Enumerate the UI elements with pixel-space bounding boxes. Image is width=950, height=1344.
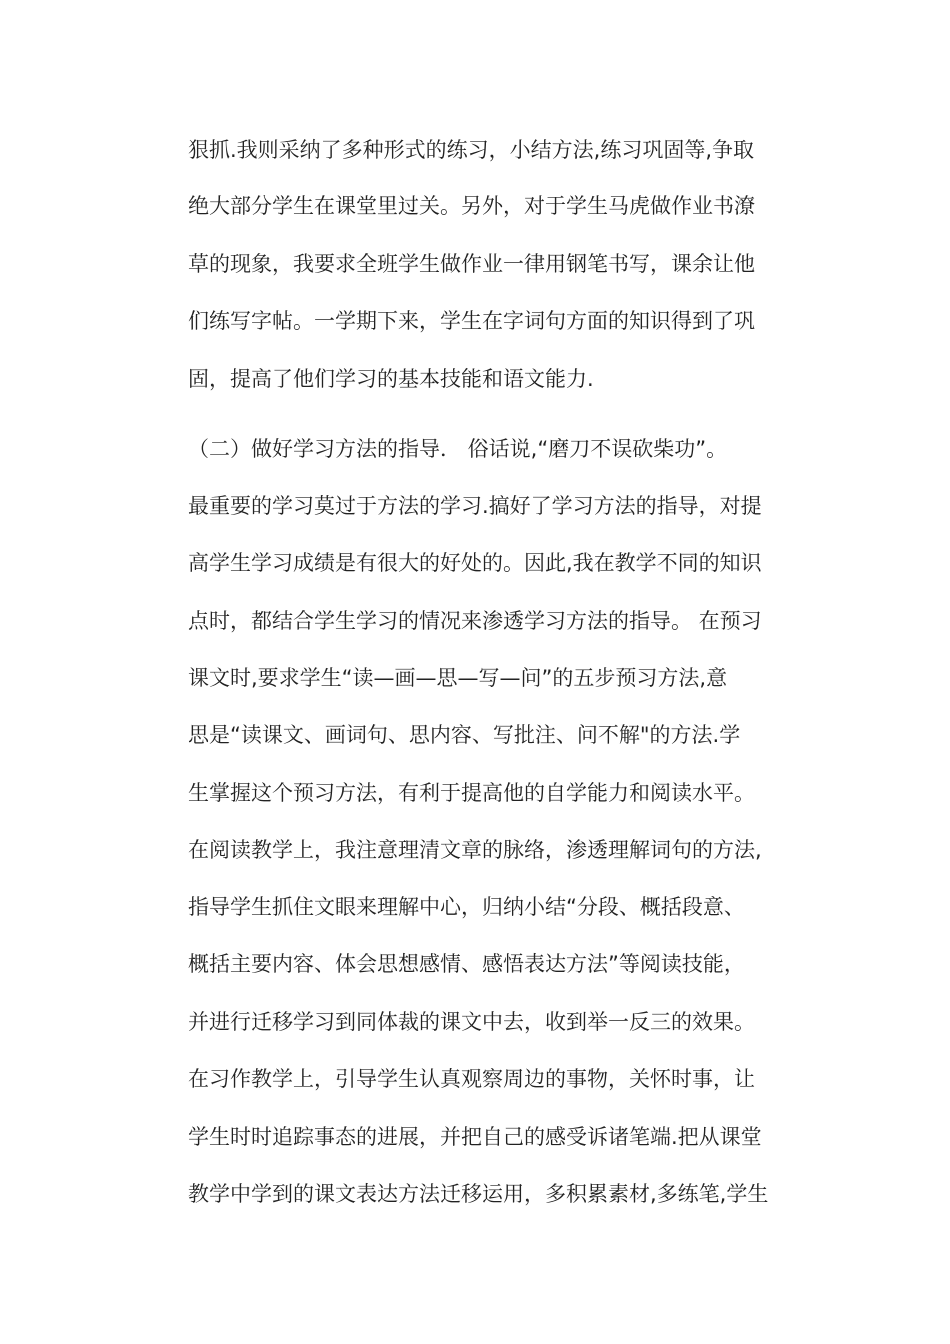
text-line: 狠抓.我则采纳了多种形式的练习，小结方法,练习巩固等,争取 (188, 138, 755, 162)
text-line: 教学中学到的课文表达方法迁移运用，多积累素材,多练笔,学生 (188, 1182, 769, 1206)
text-line: 生掌握这个预习方法，有利于提高他的自学能力和阅读水平。 (188, 781, 755, 805)
text-line: 草的现象，我要求全班学生做作业一律用钢笔书写，课余让他 (188, 252, 755, 276)
text-line: 课文时,要求学生“读—画—思—写—问”的五步预习方法,意 (188, 666, 728, 690)
text-line: 最重要的学习莫过于方法的学习.搞好了学习方法的指导，对提 (188, 494, 762, 518)
text-line: 们练写字帖。一学期下来，学生在字词句方面的知识得到了巩 (188, 309, 755, 333)
text-line: 概括主要内容、体会思想感情、感悟表达方法”等阅读技能， (188, 952, 745, 976)
text-line: 点时，都结合学生学习的情况来渗透学习方法的指导。 在预习 (188, 609, 762, 633)
text-line: 并进行迁移学习到同体裁的课文中去，收到举一反三的效果。 (188, 1010, 755, 1034)
text-line: 高学生学习成绩是有很大的好处的。因此,我在教学不同的知识 (188, 551, 762, 575)
text-line: 思是“读课文、画词句、思内容、写批注、问不解"的方法.学 (188, 723, 741, 747)
section-heading-line: （二）做好学习方法的指导． 俗话说,“磨刀不误砍柴功”。 (188, 437, 728, 461)
text-line: 在阅读教学上，我注意理清文章的脉络，渗透理解词句的方法, (188, 838, 762, 862)
text-line: 学生时时追踪事态的进展，并把自己的感受诉诸笔端.把从课堂 (188, 1125, 762, 1149)
text-line: 绝大部分学生在课堂里过关。另外，对于学生马虎做作业书潦 (188, 194, 755, 218)
text-line: 固，提高了他们学习的基本技能和语文能力. (188, 367, 594, 391)
text-line: 指导学生抓住文眼来理解中心，归纳小结“分段、概括段意、 (188, 895, 745, 919)
text-line: 在习作教学上，引导学生认真观察周边的事物，关怀时事，让 (188, 1067, 755, 1091)
